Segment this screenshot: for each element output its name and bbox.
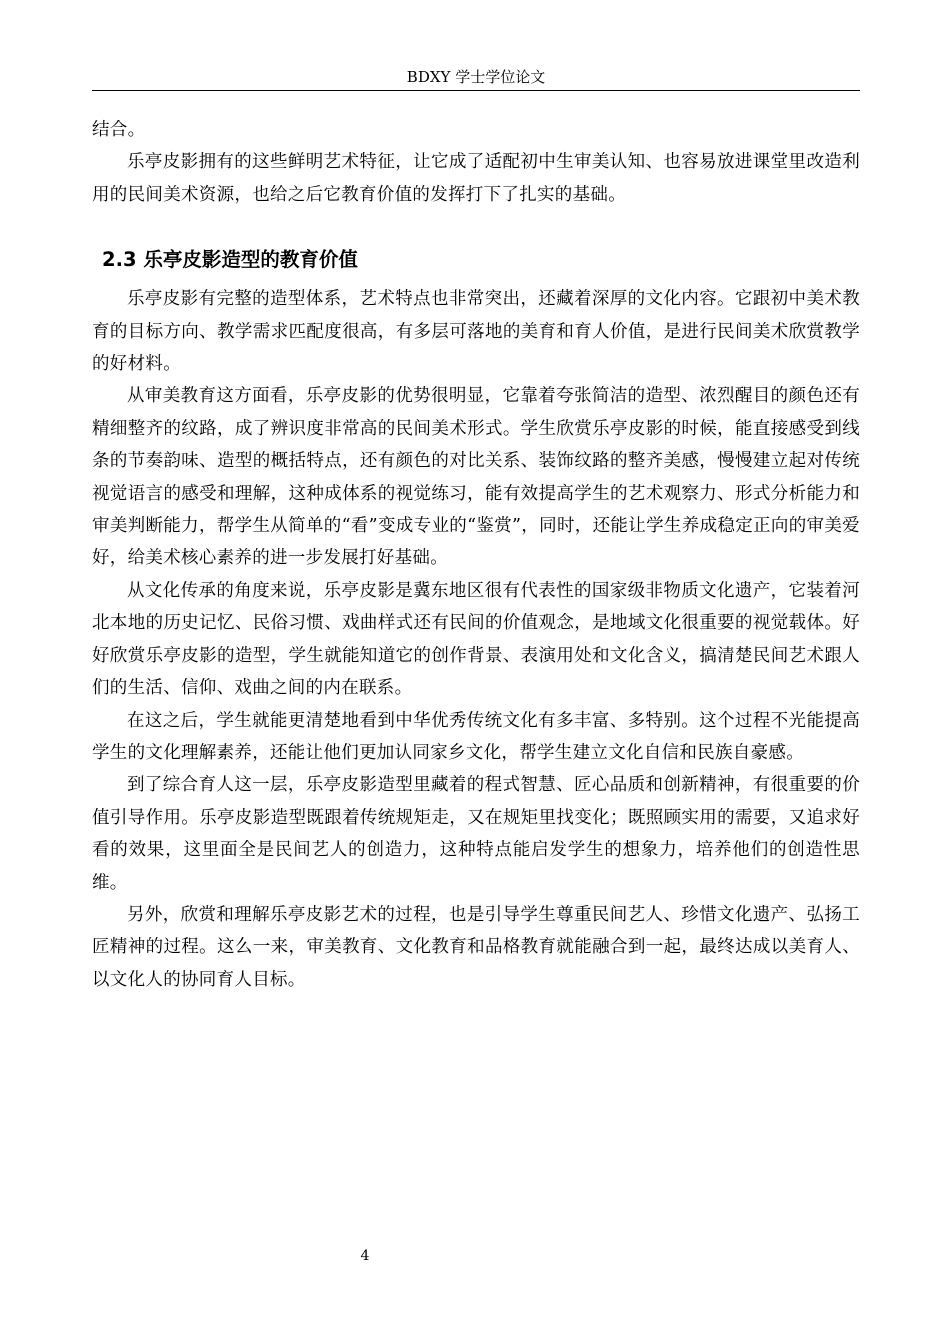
body-paragraph-4: 在这之后，学生就能更清楚地看到中华优秀传统文化有多丰富、多特别。这个过程不光能提高学生的文化理解素养，还能让他们更加认同家乡文化，帮学生建立文化自信和民族自豪感。 xyxy=(92,710,860,763)
page-header: BDXY 学士学位论文 xyxy=(406,68,546,86)
body-paragraph-6: 另外，欣赏和理解乐亭皮影艺术的过程，也是引导学生尊重民间艺人、珍惜文化遗产、弘扬工匠精神的过程。这么一来，审美教育、文化教育和品格教育就能融合到一起，最终达成以美育人、以文化人的协同育人目标。 xyxy=(92,904,860,990)
body-paragraph-5: 到了综合育人这一层，乐亭皮影造型里藏着的程式智慧、匠心品质和创新精神，有很重要的价值引导作用。乐亭皮影造型既跟着传统规矩走，又在规矩里找变化；既照顾实用的需要，又追求好看的效果，这里面全是民间艺人的创造力，这种特点能启发学生的想象力，培养他们的创造性思维。 xyxy=(92,775,860,893)
body-paragraph-1: 乐亭皮影有完整的造型体系，艺术特点也非常突出，还藏着深厚的文化内容。它跟初中美术教育的目标方向、教学需求匹配度很高，有多层可落地的美育和育人价值，是进行民间美术欣赏教学的好材料。 xyxy=(92,289,860,375)
header-rule xyxy=(92,90,860,91)
body-paragraph-2: 从审美教育这方面看，乐亭皮影的优势很明显，它靠着夸张简洁的造型、浓烈醒目的颜色还有精细整齐的纹路，成了辨识度非常高的民间美术形式。学生欣赏乐亭皮影的时候，能直接感受到线条的节奏韵味、造型的概括特点，还有颜色的对比关系、装饰纹路的整齐美感，慢慢建立起对传统视觉语言的感受和理解，这种成体系的视觉练习，能有效提高学生的艺术观察力、形式分析能力和审美判断能力，帮学生从简单的“看”变成专业的“鉴赏”，同时，还能让学生养成稳定正向的审美爱好，给美术核心素养的进一步发展打好基础。 xyxy=(92,386,860,569)
section-heading: 2.3 乐亭皮影造型的教育价值 xyxy=(102,248,358,272)
continued-paragraph: 结合。 xyxy=(92,120,146,140)
page-number: 4 xyxy=(360,1248,370,1264)
intro-paragraph: 乐亭皮影拥有的这些鲜明艺术特征，让它成了适配初中生审美认知、也容易放进课堂里改造利用的民间美术资源，也给之后它教育价值的发挥打下了扎实的基础。 xyxy=(92,152,860,205)
body-paragraph-3: 从文化传承的角度来说，乐亭皮影是冀东地区很有代表性的国家级非物质文化遗产，它装着河北本地的历史记忆、民俗习惯、戏曲样式还有民间的价值观念，是地域文化很重要的视觉载体。好好欣赏乐亭皮影的造型，学生就能知道它的创作背景、表演用处和文化含义，搞清楚民间艺术跟人们的生活、信仰、戏曲之间的内在联系。 xyxy=(92,580,860,699)
main-content xyxy=(92,114,860,996)
